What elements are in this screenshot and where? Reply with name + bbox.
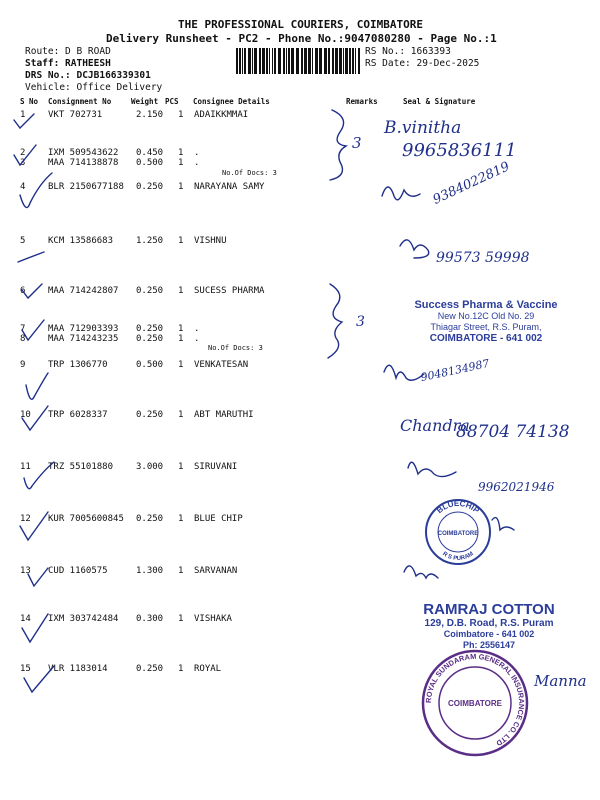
route-label: Route: D B ROAD <box>25 46 111 57</box>
bracket-count-2: 3 <box>356 314 365 330</box>
col-weight: Weight <box>131 97 159 106</box>
stamp-royal-sundaram <box>420 648 530 758</box>
row-weight: 0.250 <box>136 664 164 674</box>
row-consignee: VISHNU <box>194 236 227 246</box>
no-of-docs-1: No.Of Docs: 3 <box>222 169 277 177</box>
col-consignment: Consignment No <box>48 97 112 106</box>
rs-no-label: RS No.: 1663393 <box>365 46 451 57</box>
vehicle-label: Vehicle: Office Delivery <box>25 82 163 93</box>
bracket-count-1: 3 <box>352 134 362 152</box>
row-consignment-no: IXM 509543622 <box>48 148 119 158</box>
row-consignee: ADAIKKMMAI <box>194 110 249 120</box>
row-consignment-no: MAA 714242807 <box>48 286 119 296</box>
tick-mark <box>22 320 44 340</box>
stamp-line: Success Pharma & Vaccine <box>414 299 558 311</box>
signature-name-15: Manna <box>534 672 587 690</box>
row-consignee: SUCESS PHARMA <box>194 286 265 296</box>
row-pcs: 1 <box>178 324 184 334</box>
row-consignee: NARAYANA SAMY <box>194 182 265 192</box>
row-weight: 0.250 <box>136 286 164 296</box>
row-sno: 13 <box>20 566 31 576</box>
row-sno: 2 <box>20 148 26 158</box>
row-pcs: 1 <box>178 566 184 576</box>
col-pcs: PCS <box>165 97 179 106</box>
stamp-text: COIMBATORE <box>437 531 479 537</box>
tick-mark <box>28 568 48 586</box>
rs-date-label: RS Date: 29-Dec-2025 <box>365 58 480 69</box>
row-pcs: 1 <box>178 614 184 624</box>
staff-label: Staff: RATHEESH <box>25 58 111 69</box>
row-consignment-no: VKT 702731 <box>48 110 103 120</box>
signature-phone-9: 9048134987 <box>419 356 491 385</box>
row-sno: 1 <box>20 110 26 120</box>
stamp-line: COIMBATORE - 641 002 <box>429 333 543 344</box>
row-weight: 0.450 <box>136 148 164 158</box>
row-consignee: . <box>194 148 200 158</box>
row-weight: 0.250 <box>136 410 164 420</box>
row-consignment-no: MAA 712903393 <box>48 324 119 334</box>
tick-mark <box>24 666 54 692</box>
drs-label: DRS No.: DCJB166339301 <box>25 70 151 81</box>
company-title: THE PROFESSIONAL COURIERS, COIMBATORE <box>178 18 424 31</box>
stamp-line: Thiagar Street, R.S. Puram, <box>430 322 542 332</box>
row-consignment-no: BLR 2150677188 <box>48 182 124 192</box>
row-consignment-no: IXM 303742484 <box>48 614 119 624</box>
row-consignee: ABT MARUTHI <box>194 410 254 420</box>
row-consignee: SARVANAN <box>194 566 238 576</box>
row-sno: 12 <box>20 514 31 524</box>
svg-text:BLUECHIP <box>435 499 481 516</box>
row-weight: 0.300 <box>136 614 164 624</box>
row-consignee: . <box>194 324 200 334</box>
row-pcs: 1 <box>178 410 184 420</box>
tick-mark <box>20 173 52 208</box>
row-sno: 3 <box>20 158 26 168</box>
row-weight: 0.250 <box>136 182 164 192</box>
signature-phone-5: 99573 59998 <box>436 250 530 266</box>
stamp-text: COIMBATORE <box>448 699 502 708</box>
row-consignment-no: CUD 1160575 <box>48 566 108 576</box>
row-sno: 8 <box>20 334 26 344</box>
row-pcs: 1 <box>178 182 184 192</box>
row-consignment-no: TRP 6028337 <box>48 410 108 420</box>
row-sno: 6 <box>20 286 26 296</box>
tick-mark <box>22 284 42 298</box>
row-consignment-no: MAA 714138878 <box>48 158 119 168</box>
stamp-line: 129, D.B. Road, R.S. Puram <box>424 618 554 629</box>
tick-mark <box>22 406 48 430</box>
tick-mark <box>24 462 54 489</box>
stamp-line: Ph: 2556147 <box>462 640 516 650</box>
row-weight: 1.250 <box>136 236 164 246</box>
col-sno: S No <box>20 97 39 106</box>
row-weight: 0.250 <box>136 334 164 344</box>
row-weight: 3.000 <box>136 462 164 472</box>
row-sno: 5 <box>20 236 26 246</box>
svg-text:R S PURAM <box>441 551 475 562</box>
row-pcs: 1 <box>178 148 184 158</box>
tick-mark <box>20 512 48 540</box>
signature-phone-4: 9384022819 <box>430 159 513 208</box>
tick-mark <box>14 114 34 128</box>
signature-phone-10: 88704 74138 <box>456 422 570 442</box>
row-pcs: 1 <box>178 514 184 524</box>
row-weight: 0.250 <box>136 324 164 334</box>
col-remarks: Remarks <box>346 97 378 106</box>
row-sno: 14 <box>20 614 31 624</box>
signature <box>400 240 429 258</box>
row-sno: 10 <box>20 410 31 420</box>
row-pcs: 1 <box>178 158 184 168</box>
row-sno: 4 <box>20 182 26 192</box>
row-pcs: 1 <box>178 334 184 344</box>
signature <box>492 518 514 530</box>
row-sno: 11 <box>20 462 31 472</box>
row-weight: 1.300 <box>136 566 164 576</box>
row-consignee: SIRUVANI <box>194 462 238 472</box>
row-consignee: . <box>194 334 200 344</box>
row-consignee: ROYAL <box>194 664 222 674</box>
runsheet-subtitle: Delivery Runsheet - PC2 - Phone No.:9047080280 - Page No.:1 <box>106 32 497 45</box>
stamp-success-pharma <box>398 300 574 344</box>
row-consignment-no: VLR 1183014 <box>48 664 108 674</box>
signature-name-10: Chandra <box>400 416 470 435</box>
signature <box>408 462 456 476</box>
signature-phone-1: 9965836111 <box>402 140 517 161</box>
bracket-mark <box>330 110 346 180</box>
stamp-line: New No.12C Old No. 29 <box>437 311 535 321</box>
signature-name-1: B.vinitha <box>384 118 462 138</box>
no-of-docs-2: No.Of Docs: 3 <box>208 344 263 352</box>
col-seal: Seal & Signature <box>403 97 476 106</box>
stamp-ramraj <box>404 602 574 651</box>
row-consignment-no: MAA 714243235 <box>48 334 119 344</box>
signature <box>384 365 424 380</box>
row-pcs: 1 <box>178 236 184 246</box>
row-consignee: VISHAKA <box>194 614 232 624</box>
row-weight: 0.500 <box>136 158 164 168</box>
stamp-text: BLUECHIP <box>435 498 482 516</box>
row-pcs: 1 <box>178 664 184 674</box>
row-weight: 0.500 <box>136 360 164 370</box>
row-consignee: VENKATESAN <box>194 360 249 370</box>
stamp-line: Coimbatore - 641 002 <box>443 629 535 639</box>
row-sno: 7 <box>20 324 26 334</box>
signature <box>382 187 420 200</box>
stamp-text: ROYAL SUNDARAM GENERAL INSURANCE CO. LTD <box>423 651 527 748</box>
row-consignee: BLUE CHIP <box>194 514 243 524</box>
tick-mark <box>18 252 44 262</box>
row-consignment-no: KUR 7005600845 <box>48 514 124 524</box>
row-consignment-no: TRZ 55101880 <box>48 462 114 472</box>
row-sno: 15 <box>20 664 31 674</box>
stamp-text: R S PURAM <box>441 551 475 563</box>
row-consignee: . <box>194 158 200 168</box>
signature <box>404 566 438 578</box>
row-weight: 0.250 <box>136 514 164 524</box>
row-pcs: 1 <box>178 360 184 370</box>
tick-mark <box>22 614 48 642</box>
row-weight: 2.150 <box>136 110 164 120</box>
signature-phone-11: 9962021946 <box>478 480 555 494</box>
bracket-mark <box>328 284 342 358</box>
tick-mark <box>26 373 48 399</box>
stamp-bluechip <box>424 498 492 566</box>
tick-mark <box>14 145 36 165</box>
row-sno: 9 <box>20 360 26 370</box>
row-pcs: 1 <box>178 110 184 120</box>
stamp-line: RAMRAJ COTTON <box>423 601 555 618</box>
col-consignee: Consignee Details <box>193 97 270 106</box>
row-consignment-no: KCM 13586683 <box>48 236 114 246</box>
row-consignment-no: TRP 1306770 <box>48 360 108 370</box>
row-pcs: 1 <box>178 462 184 472</box>
row-pcs: 1 <box>178 286 184 296</box>
